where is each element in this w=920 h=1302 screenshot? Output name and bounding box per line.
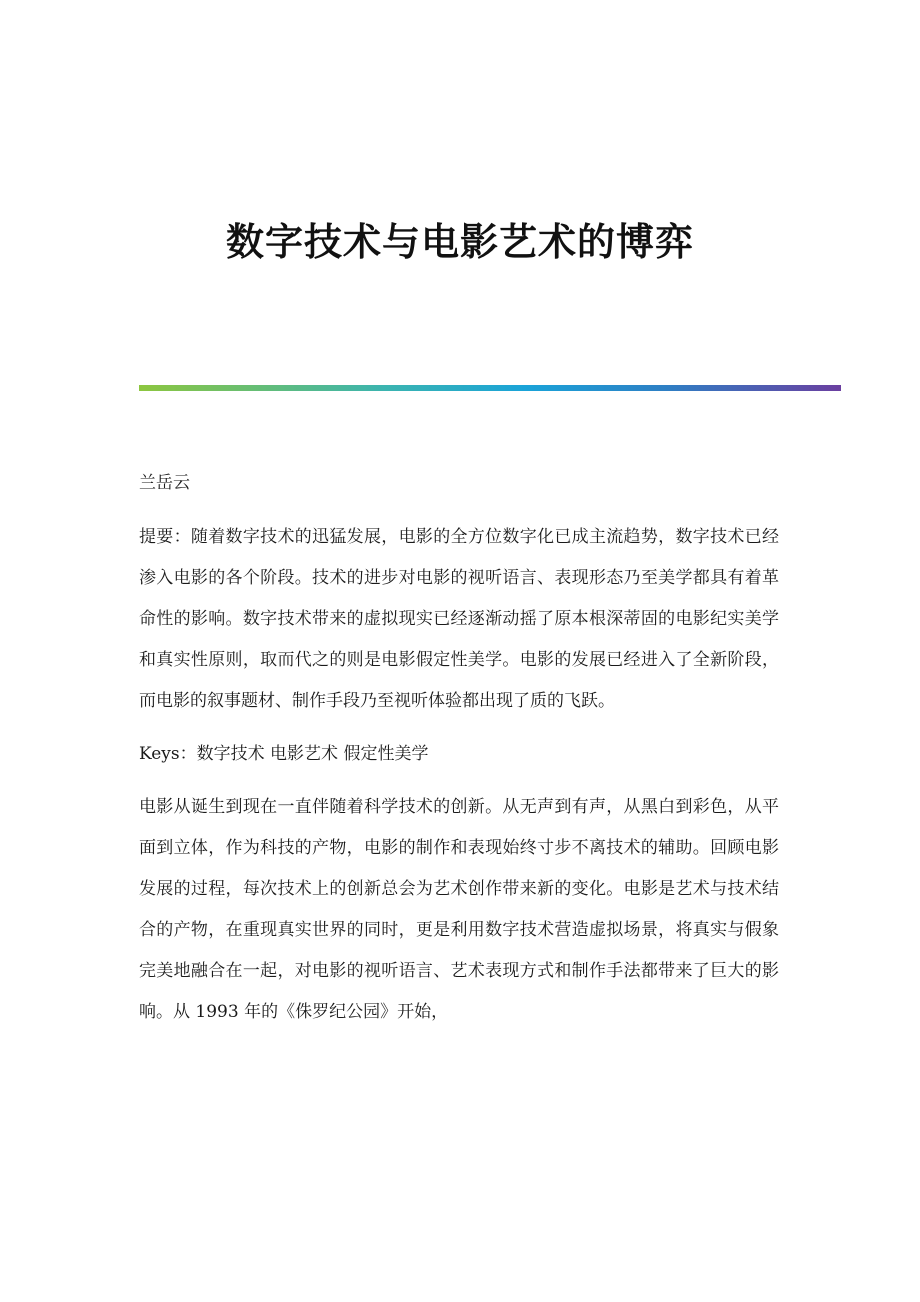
- author-name: 兰岳云: [139, 473, 190, 493]
- abstract-text: 随着数字技术的迅猛发展，电影的全方位数字化已成主流趋势，数字技术已经渗入电影的各个阶段。技术的进步对电影的视听语言、表现形态乃至美学都具有着革命性的影响。数字技术带来的虚拟现实已经逐渐动摇了原本根深蒂固的电影纪实美学和真实性原则，取而代之的则是电影假定性美学。电影的发展已经进入了全新阶段，而电影的叙事题材、制作手段乃至视听体验都出现了质的飞跃。: [139, 527, 780, 711]
- keywords-text: 数字技术 电影艺术 假定性美学: [196, 744, 429, 764]
- keywords-label: Keys：: [139, 744, 197, 764]
- keywords-paragraph: [139, 734, 779, 775]
- title-divider: [139, 385, 841, 391]
- abstract-label: 提要：: [139, 527, 191, 547]
- body-paragraph: 电影从诞生到现在一直伴随着科学技术的创新。从无声到有声，从黑白到彩色，从平面到立体，作为科技的产物，电影的制作和表现始终寸步不离技术的辅助。回顾电影发展的过程，每次技术上的创新总会为艺术创作带来新的变化。电影是艺术与技术结合的产物，在重现真实世界的同时，更是利用数字技术营造虚拟场景，将真实与假象完美地融合在一起，对电影的视听语言、艺术表现方式和制作手法都带来了巨大的影响。从 1993 年的《侏罗纪公园》开始，: [139, 797, 779, 1022]
- document-body: [139, 463, 779, 1033]
- page-title: 数字技术与电影艺术的博弈: [225, 219, 694, 264]
- abstract-paragraph: [139, 517, 779, 722]
